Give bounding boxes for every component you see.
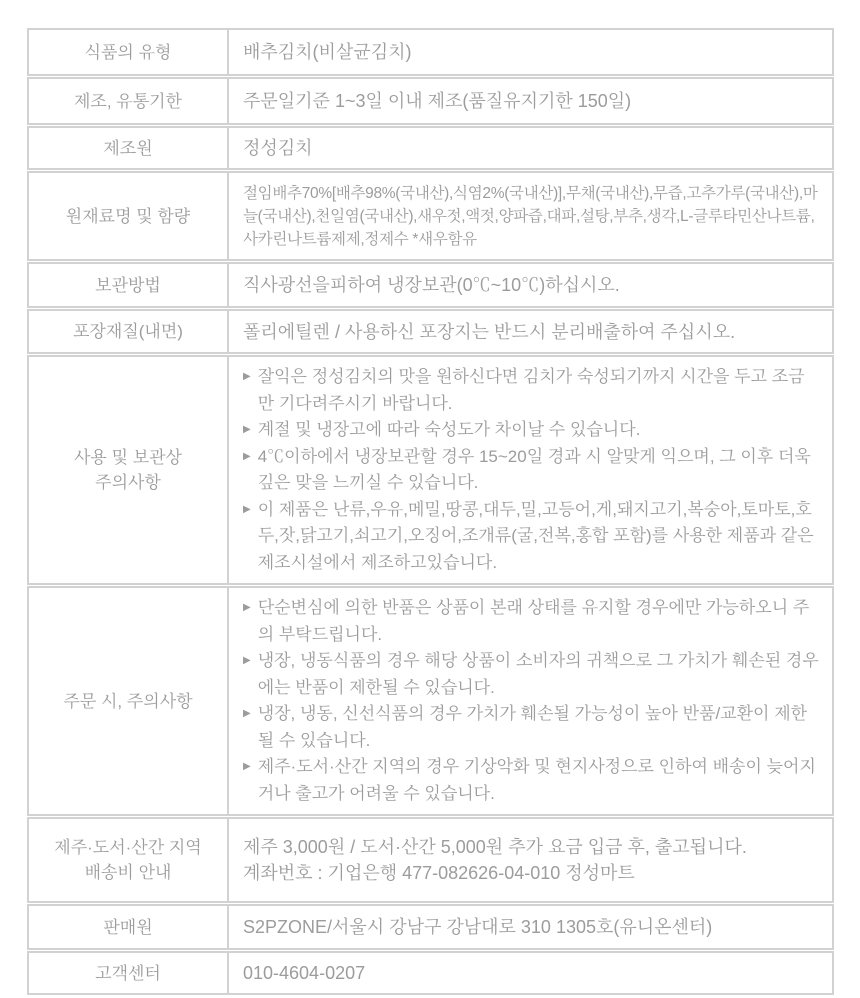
customer-service-phone: 010-4604-0207: [243, 963, 366, 983]
bullet-triangle-icon: ▶: [243, 450, 251, 462]
bullet-triangle-icon: ▶: [243, 761, 251, 772]
table-row-order-cautions: [27, 586, 834, 816]
bullet-item: [243, 595, 820, 648]
bullet-text: 단순변심에 의한 반품은 상품이 본래 상태를 유지할 경우에만 가능하오니 주의 부탁드립니다.: [257, 598, 810, 644]
bullet-triangle-icon: ▶: [243, 371, 251, 382]
bullet-text: 제주·도서·산간 지역의 경우 기상악화 및 현지사정으로 인하여 배송이 늦어지거나 출고가 어려울 수 있습니다.: [257, 757, 816, 803]
bullet-text: 계절 및 냉장고에 따라 숙성도가 차이날 수 있습니다.: [257, 420, 641, 439]
table-row-usage-storage-cautions: [27, 355, 834, 585]
row-label: 보관방법: [29, 264, 229, 306]
bullet-text: 잘익은 정성김치의 맛을 원하신다면 김치가 숙성되기까지 시간을 두고 조금만 기다려주시기 바랍니다.: [257, 367, 805, 413]
bullet-text: 냉장, 냉동식품의 경우 해당 상품이 소비자의 귀책으로 그 가치가 훼손된 경우에는 반품이 제한될 수 있습니다.: [257, 651, 819, 697]
row-label: 판매원: [29, 906, 229, 948]
table-row-packaging-material: [27, 309, 834, 354]
row-value-text: 폴리에틸렌 / 사용하신 포장지는 반드시 분리배출하여 주십시오.: [243, 321, 736, 342]
row-value: [229, 128, 832, 168]
table-row-customer-service: [27, 951, 834, 995]
bullet-triangle-icon: ▶: [243, 708, 251, 719]
row-label: 원재료명 및 함량: [29, 173, 229, 259]
table-row-ingredients: [27, 171, 834, 261]
bullet-item: [243, 444, 820, 497]
row-value-text: 직사광선을피하여 냉장보관(0℃~10℃)하십시오.: [243, 275, 620, 295]
row-value-text: 정성김치: [243, 138, 313, 158]
bullet-text: 4℃이하에서 냉장보관할 경우 15~20일 경과 시 알맞게 익으며, 그 이후 더욱 깊은 맞을 느끼실 수 있습니다.: [257, 446, 811, 492]
row-label-line: 주의사항: [95, 473, 161, 492]
product-info-table: [27, 28, 834, 996]
row-value: [229, 819, 832, 901]
table-row-storage-method: [27, 262, 834, 308]
row-value: [229, 79, 832, 123]
row-label: 고객센터: [29, 953, 229, 993]
row-label: [29, 819, 229, 901]
row-value: [229, 173, 832, 259]
row-value: [229, 588, 832, 814]
bullet-item: [243, 417, 820, 444]
table-row-manufacturer: [27, 126, 834, 170]
row-label: 식품의 유형: [29, 30, 229, 74]
row-value: [229, 357, 832, 583]
bullet-triangle-icon: ▶: [243, 602, 251, 613]
row-label-line: 제주·도서·산간 지역: [54, 838, 202, 857]
table-row-shelf-life: [27, 77, 834, 125]
table-row-island-shipping-fee: [27, 817, 834, 903]
row-value: [229, 906, 832, 948]
row-value-line: 계좌번호 : 기업은행 477-082626-04-010 정성마트: [243, 863, 635, 883]
bullet-text: 냉장, 냉동, 신선식품의 경우 가치가 훼손될 가능성이 높아 반품/교환이 제한될 수 있습니다.: [257, 704, 808, 750]
row-value-text: 절임배추70%[배추98%(국내산),식염2%(국내산)],무채(국내산),무즙,고추가루(국내산),마늘(국내산),천일염(국내산),새우젓,액젓,양파즙,대파,설탕,부추,생각,L-글루타민산나트륨,사카린나트륨제제,정제수 *새우함유: [243, 184, 818, 248]
bullet-item: [243, 497, 820, 577]
table-row-seller: [27, 904, 834, 950]
row-value-text: 주문일기준 1~3일 이내 제조(품질유지기한 150일): [243, 91, 632, 111]
row-value: [229, 30, 832, 74]
bullet-item: [243, 648, 820, 701]
row-label-line: 배송비 안내: [84, 863, 172, 882]
table-row-food-type: [27, 28, 834, 76]
bullet-item: [243, 701, 820, 754]
row-value-line: 제주 3,000원 / 도서·산간 5,000원 추가 요금 입금 후, 출고됩니다.: [243, 837, 747, 857]
row-value: [229, 264, 832, 306]
bullet-triangle-icon: ▶: [243, 424, 251, 435]
row-value-text: S2PZONE/서울시 강남구 강남대로 310 1305호(유니온센터): [243, 917, 713, 937]
bullet-triangle-icon: ▶: [243, 503, 251, 515]
row-value: [229, 311, 832, 352]
row-label-line: 사용 및 보관상: [74, 448, 182, 467]
bullet-item: [243, 364, 820, 417]
row-label: 포장재질(내면): [29, 311, 229, 352]
bullet-list: [243, 364, 820, 576]
row-value-text: 배추김치(비살균김치): [243, 42, 412, 62]
bullet-triangle-icon: ▶: [243, 655, 251, 666]
bullet-item: [243, 754, 820, 807]
row-label: 주문 시, 주의사항: [29, 588, 229, 814]
bullet-text: 이 제품은 난류,우유,메밀,땅콩,대두,밀,고등어,게,돼지고기,복숭아,토마토,호두,잣,닭고기,쇠고기,오징어,조개류(굴,전복,홍합 포함)를 사용한 제품과 같은 제조시설에서 제조하고있습니다.: [257, 499, 814, 572]
row-value: [229, 953, 832, 993]
row-label: [29, 357, 229, 583]
row-label: 제조원: [29, 128, 229, 168]
row-label: 제조, 유통기한: [29, 79, 229, 123]
bullet-list: [243, 595, 820, 807]
